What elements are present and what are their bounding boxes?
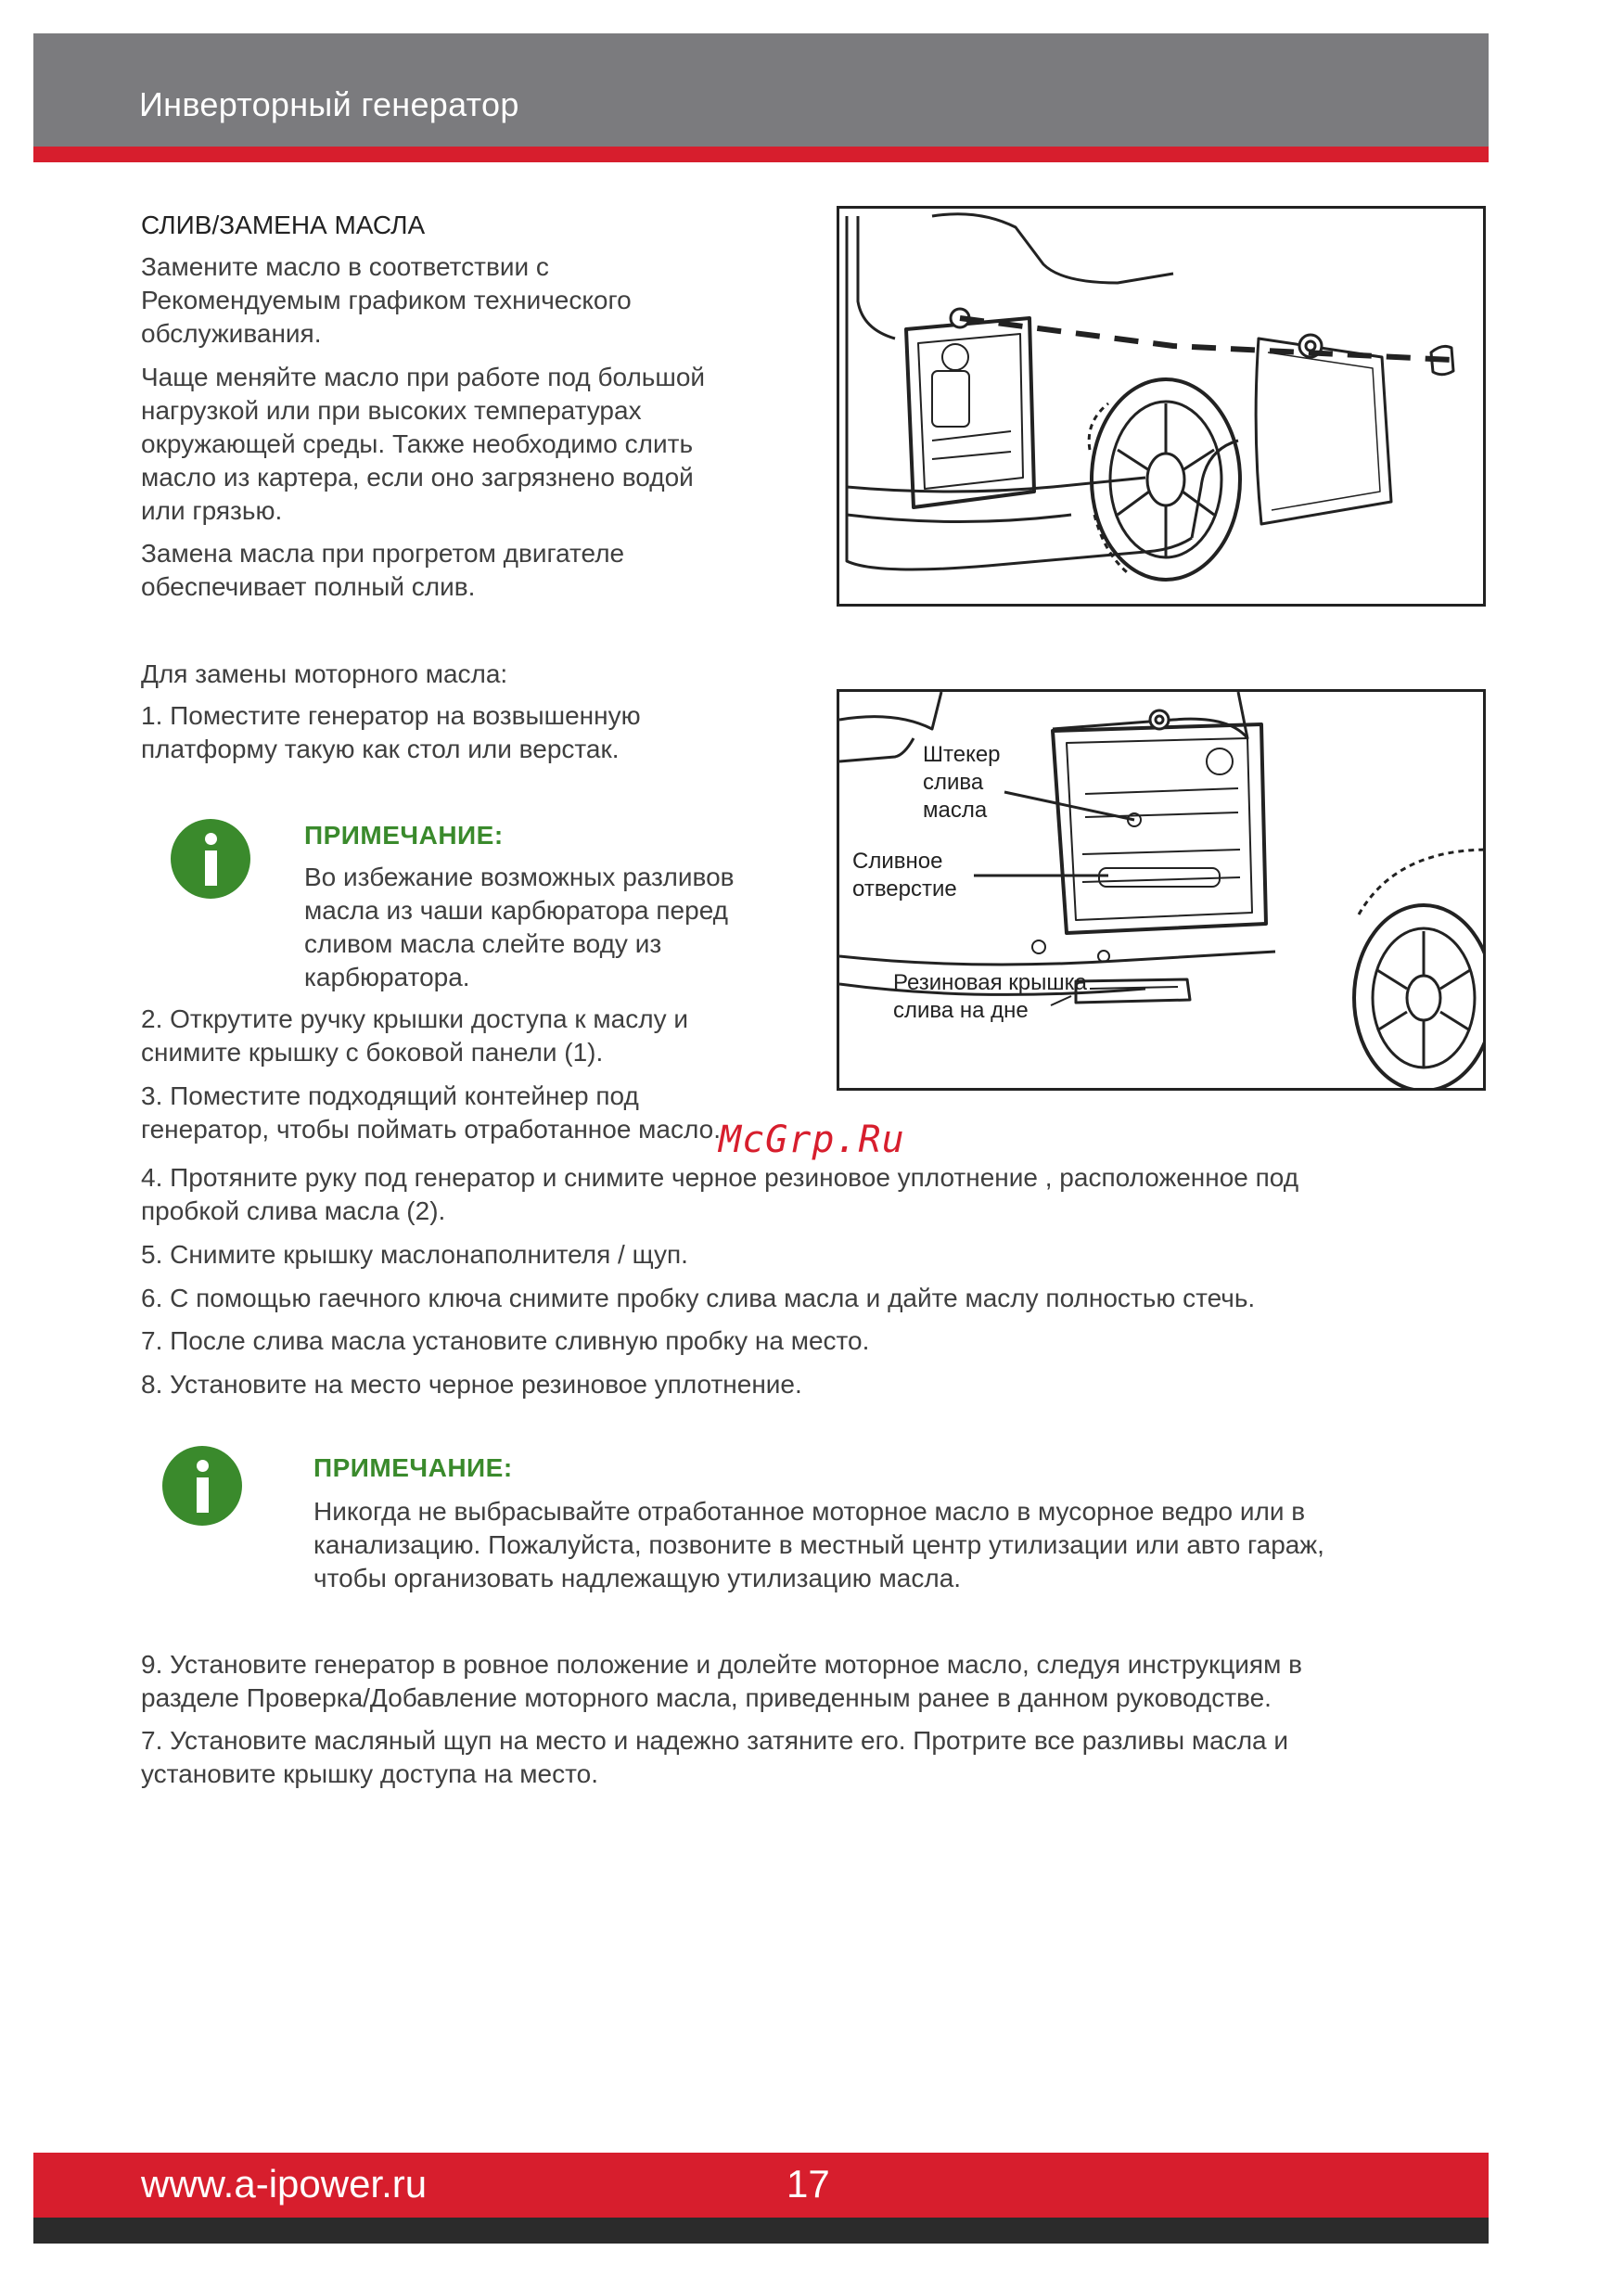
text-line: масла из чаши карбюратора перед: [304, 896, 728, 925]
text-line: 1. Поместите генератор на возвышенную: [141, 701, 641, 730]
text-line: платформу такую как стол или верстак.: [141, 735, 620, 763]
text-line: Чаще меняйте масло при работе под большой: [141, 363, 706, 391]
text-line: обслуживания.: [141, 319, 322, 348]
text-line: Замена масла при прогретом двигателе: [141, 539, 625, 568]
step-3: [141, 1080, 721, 1146]
section-title: СЛИВ/ЗАМЕНА МАСЛА: [141, 211, 426, 239]
label-line: Сливное: [852, 849, 943, 874]
step-4: [141, 1161, 1495, 1228]
text-line: сливом масла слейте воду из: [304, 929, 662, 958]
header-accent-stripe: [33, 147, 1489, 162]
text-line: Никогда не выбрасывайте отработанное моторное масло в мусорное ведро или в: [313, 1497, 1306, 1526]
label-line: слива на дне: [893, 998, 1029, 1023]
figure-access-cover-removal: [837, 206, 1486, 607]
text-line: 3. Поместите подходящий контейнер под: [141, 1081, 639, 1110]
text-line: установите крышку доступа на место.: [141, 1759, 598, 1788]
text-line: 2. Открутите ручку крышки доступа к маслу и: [141, 1004, 689, 1033]
info-icon: [162, 1446, 242, 1526]
note-body: [304, 861, 735, 994]
intro-paragraph: [141, 250, 632, 351]
label-line: отверстие: [852, 876, 957, 901]
step-5: 5. Снимите крышку маслонаполнителя / щуп.: [141, 1240, 688, 1269]
label-line: Штекер: [923, 742, 1001, 767]
note-heading: ПРИМЕЧАНИЕ:: [304, 821, 504, 850]
rubber-cap-label: [893, 969, 1087, 1025]
step-8: 8. Установите на место черное резиновое уплотнение.: [141, 1370, 802, 1399]
label-line: масла: [923, 798, 988, 823]
page-number: 17: [786, 2162, 830, 2206]
footer-dark-stripe: [33, 2218, 1489, 2244]
text-line: или грязью.: [141, 496, 283, 525]
label-line: Резиновая крышка: [893, 970, 1088, 995]
note-heading: ПРИМЕЧАНИЕ:: [313, 1453, 513, 1482]
text-line: генератор, чтобы поймать отработанное масло.: [141, 1115, 722, 1144]
label-line: слива: [923, 770, 984, 795]
drain-plug-label: [923, 741, 1001, 825]
text-line: 9. Установите генератор в ровное положение и долейте моторное масло, следуя инструкциям в: [141, 1650, 1302, 1679]
text-line: 7. Установите масляный щуп на место и надежно затяните его. Протрите все разливы масла и: [141, 1726, 1289, 1755]
figure-drain-parts: [837, 689, 1486, 1091]
text-line: Замените масло в соответствии с: [141, 252, 549, 281]
watermark: McGrp.Ru: [719, 1119, 905, 1161]
text-line: карбюратора.: [304, 963, 470, 991]
steps-lead: Для замены моторного масла:: [141, 659, 508, 688]
text-line: нагрузкой или при высоких температурах: [141, 396, 642, 425]
step-9: [141, 1648, 1495, 1715]
step-7: 7. После слива масла установите сливную пробку на место.: [141, 1326, 870, 1355]
generator-side-illustration: [839, 209, 1486, 607]
text-line: окружающей среды. Также необходимо слить: [141, 429, 694, 458]
frequency-paragraph: [141, 361, 705, 528]
footer-website-link[interactable]: www.a-ipower.ru: [141, 2162, 428, 2206]
page-header-title: Инверторный генератор: [139, 85, 519, 123]
text-line: Во избежание возможных разливов: [304, 863, 735, 891]
step-1: [141, 699, 641, 766]
step-2: [141, 1003, 688, 1069]
warm-engine-paragraph: [141, 537, 624, 604]
text-line: канализацию. Пожалуйста, позвоните в местный центр утилизации или авто гараж,: [313, 1530, 1324, 1559]
text-line: разделе Проверка/Добавление моторного масла, приведенным ранее в данном руководстве.: [141, 1683, 1272, 1712]
step-10: [141, 1724, 1495, 1791]
text-line: 4. Протяните руку под генератор и снимите черное резиновое уплотнение , расположенное под: [141, 1163, 1299, 1192]
step-6: 6. С помощью гаечного ключа снимите пробку слива масла и дайте маслу полностью стечь.: [141, 1284, 1256, 1312]
info-icon: [171, 819, 250, 899]
text-line: масло из картера, если оно загрязнено водой: [141, 463, 694, 492]
text-line: Рекомендуемым графиком технического: [141, 286, 632, 314]
text-line: пробкой слива масла (2).: [141, 1196, 446, 1225]
note-body: [313, 1495, 1482, 1595]
text-line: обеспечивает полный слив.: [141, 572, 476, 601]
text-line: чтобы организовать надлежащую утилизацию масла.: [313, 1564, 962, 1592]
drain-hole-label: [852, 848, 957, 903]
text-line: снимите крышку с боковой панели (1).: [141, 1038, 604, 1067]
